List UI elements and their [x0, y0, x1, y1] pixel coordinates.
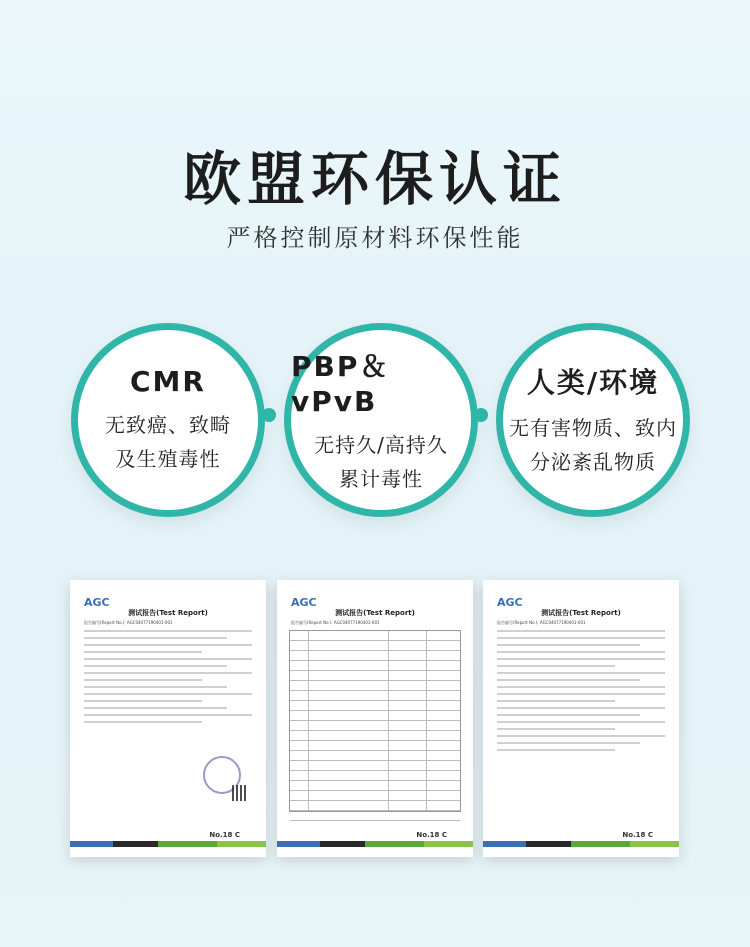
circle-text-line: 无有害物质、致内 [509, 416, 677, 440]
circle-heading: CMR [130, 364, 206, 398]
circle-heading: PBP＆vPvB [291, 349, 390, 418]
report-footer-number: No.18 C [622, 831, 653, 839]
separator-dot [474, 408, 488, 422]
report-results-table [289, 630, 461, 812]
feature-circle-human-environment [496, 323, 690, 517]
circle-text-line: 无持久/高持久 [314, 432, 448, 457]
test-report-page-1 [70, 580, 266, 857]
separator-dot [262, 408, 276, 422]
report-footer-bar [70, 841, 266, 847]
qr-code-icon [232, 785, 248, 801]
report-title: 测试报告(Test Report) [128, 609, 208, 617]
feature-circle-cmr [71, 323, 265, 517]
report-body-text [84, 630, 252, 728]
agc-logo: AGC [84, 596, 110, 609]
report-number: 报告编号(Report No.): AGC04077190401-001 [84, 620, 173, 625]
report-footer-number: No.18 C [416, 831, 447, 839]
page-title: 欧盟环保认证 [182, 145, 567, 213]
feature-circle-pbp-vpvb [284, 323, 478, 517]
page-subtitle: 严格控制原材料环保性能 [226, 224, 524, 252]
report-footer-bar [483, 841, 679, 847]
circle-text-line: 分泌紊乱物质 [530, 450, 656, 474]
circle-text-line: 累计毒性 [339, 466, 423, 491]
circle-heading: 人类/环境 [526, 366, 660, 399]
agc-logo: AGC [497, 596, 523, 609]
report-number: 报告编号(Report No.): AGC04077190401-001 [291, 620, 380, 625]
circle-text-line: 无致癌、致畸 [105, 412, 231, 437]
report-number: 报告编号(Report No.): AGC04077190401-001 [497, 620, 586, 625]
report-body-text [497, 630, 665, 756]
report-footer-number: No.18 C [209, 831, 240, 839]
report-footer-bar [277, 841, 473, 847]
test-report-page-2 [277, 580, 473, 857]
report-title: 测试报告(Test Report) [541, 609, 621, 617]
test-report-page-3 [483, 580, 679, 857]
circle-text-line: 及生殖毒性 [115, 446, 221, 471]
report-title: 测试报告(Test Report) [335, 609, 415, 617]
agc-logo: AGC [291, 596, 317, 609]
